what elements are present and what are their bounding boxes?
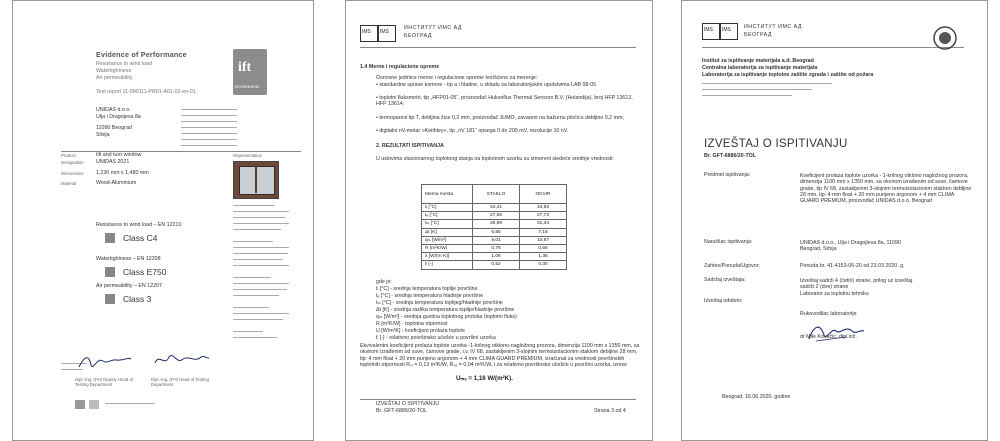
doc-a-value-product: tilt and turn window xyxy=(96,152,142,158)
doc-c-logo-left: IMS xyxy=(704,27,713,33)
section-1-4-line-5: • digitalni nV-metar »Keithley«, tip „nV 181“ opsega 0 do 200 mV, rezolucije 10 nV. xyxy=(376,128,569,134)
table-row xyxy=(422,244,567,252)
doc-b-logo-left: IMS xyxy=(362,29,371,35)
institute-line-1: Institut za ispitivanje materijala a.d. Beograd xyxy=(702,58,814,64)
row-value-contents: Izveštaj sadrži 4 (četiri) strane, prilog uz izveštaj sadrži 2 (dve) strane xyxy=(800,278,913,291)
doc-c-signature xyxy=(806,319,866,345)
table-cell: qₘ [W/m²] xyxy=(422,236,473,244)
table-header-cell: Merna mesta xyxy=(422,185,473,204)
ims-results-page xyxy=(345,0,653,441)
row-value-subject: Koeficijent prolaza toplote uzorka - 1-krilnog otklono nagložnog prozora, dimenzija 1100 mm x 1350 mm, sa okvirom izrađenim od suve, čamove grade, tip IV 68, zastakljenim 3-slojnim termoizolacionim staklom debljine 28 mm, tip: 4 mm float + 20 mm punjeno argonom + 4 mm CLIMA GUARD PREMIUM, proizvođač UNIDAS d.o.o. Beograd xyxy=(800,173,972,205)
legend-line-4: Δt [K] - srednja razlika temperatura toplije/hladnije površine xyxy=(376,307,515,313)
result-wind-label: Resistance to wind load – EN 12210 xyxy=(96,222,182,228)
doc-a-value-dimensions: 1,230 mm x 1,480 mm xyxy=(96,170,149,176)
signer-right: Dipl.-Ing. (FH) Head of Testing Department xyxy=(151,377,209,387)
legend-line-7: U [W/m²K] - koeficijent prolaza toplote xyxy=(376,328,465,334)
result-value: Uₘₑ = 1,16 W/(m²K). xyxy=(456,375,513,382)
conclusion-text: Ekvivalentni koeficijent prolaza toplote uzorka -1-krilnog otklono-nagložnog prozora, dimenzija 1100 mm x 1350 mm, sa okvirom izrađenim od suve, čamove grade, i.v. IV 68, zastakljenim 3-slojnim termoizolacionim staklom debljine 28 mm, tip: 4 mm float + 20 mm punjeno argonom + 4 mm CLIMA GUARD PREMIUM, izračunat za vrednosti površinskih toplotnih otpornosti Rₛᵢ = 0,13 m²K/W, Rₛₑ = 0,04 m²K/W, i za relativno površinsko učešće u površini uzorka, iznosi xyxy=(360,343,640,369)
institute-line-2: Centralna laboratorija za ispitivanje materijala xyxy=(702,65,818,71)
table-row xyxy=(422,261,567,269)
legend-line-6: R [m²K/W] - toplotna otpornost xyxy=(376,321,448,327)
ims-report-cover xyxy=(681,0,988,441)
table-cell: 1,36 xyxy=(520,253,567,261)
row-label-client: Naručilac ispitivanja: xyxy=(704,239,753,245)
legend-line-3: tₘ [°C] - srednja temperatura toplijeg/hladnije površine xyxy=(376,300,503,306)
signer-left: Dipl.-Ing. (FH) Deputy Head of Testing Department xyxy=(75,377,134,387)
table-cell: tₑ [°C] xyxy=(422,212,473,220)
applicant-line-2: Ulja i Dragojeva 8a xyxy=(96,114,141,120)
table-cell: 0,30 xyxy=(520,261,567,269)
doc-a-bottom-logos xyxy=(75,400,165,410)
table-cell: 34,41 xyxy=(473,204,520,212)
ift-evidence-document xyxy=(12,0,314,441)
signature-right xyxy=(151,349,211,371)
table-cell: 6,85 xyxy=(473,228,520,236)
signature-left xyxy=(75,351,135,373)
result-water-icon xyxy=(105,267,115,277)
row-label-subject: Predmet ispitivanja: xyxy=(704,172,751,178)
table-row xyxy=(422,253,567,261)
ift-logo-text: ift xyxy=(238,60,252,75)
doc-a-meta-block xyxy=(181,105,239,151)
legend-line-0: gde je: xyxy=(376,279,392,285)
section-1-4-line-3: • toplotni fluksmetri, tip „HFP01-05“, proizvođač Hukseflux Thermal Sensors B.V. (Holandija), broj HFP 13613, HFP 13614; xyxy=(376,95,633,108)
row-label-request: Zahtev/Ponuda/Ugovor: xyxy=(704,263,760,269)
table-row xyxy=(422,228,567,236)
table-header-cell: OKVIR xyxy=(520,185,567,204)
legend-line-1: tᵢ [°C] - srednja temperatura toplije površine xyxy=(376,286,478,292)
measurement-table xyxy=(421,184,567,270)
table-cell: 29,99 xyxy=(473,220,520,228)
doc-c-org-line-2: БЕОГРАД xyxy=(744,32,772,38)
table-cell: tᵢ [°C] xyxy=(422,204,473,212)
doc-a-subtitle-2: Watertightness xyxy=(96,68,132,74)
table-cell: 7,18 xyxy=(520,228,567,236)
doc-a-value-designation: UNIDAS 2021 xyxy=(96,159,130,165)
table-cell: fᵢ [-] xyxy=(422,261,473,269)
table-row xyxy=(422,212,567,220)
doc-a-label-material: Material xyxy=(61,181,77,186)
table-cell: 31,34 xyxy=(520,220,567,228)
legend-line-2: tₑ [°C] - srednja temperatura hladnije površine xyxy=(376,293,484,299)
accreditation-badge xyxy=(932,25,958,51)
legend-line-8: fᵢ [-] - relativno površinsko učešće u površini uzorka xyxy=(376,335,496,341)
ift-logo xyxy=(233,49,267,95)
table-cell: 0,52 xyxy=(473,261,520,269)
doc-b-org-line-1: ИНСТИТУТ ИМС АД xyxy=(404,25,462,31)
result-wind-icon xyxy=(105,233,115,243)
section-1-4-line-4: • termoparovi tip T, debljina žice 0,2 mm, proizvođač JUMO, zavareni na bažurnu pločicu debljine 0,2 mm; xyxy=(376,115,624,121)
row-value-client: UNIDAS d.o.o., Ulja i Dragojleva 8a, 11090 Beograd, Srbija xyxy=(800,240,901,253)
signer-line-2: dr Mile Kovačić, dipl.inž. xyxy=(800,334,857,340)
table-cell: Δt [K] xyxy=(422,228,473,236)
section-1-4-line-1: Osnovne jedinice merne i regulacione opreme korišćene za merenje: xyxy=(376,75,538,81)
row-label-approved: Izveštaj odobrio: xyxy=(704,298,743,304)
applicant-line-1: UNIDAS d.o.o. xyxy=(96,107,131,113)
doc-a-fine-print-block xyxy=(233,201,293,351)
table-cell: 0,76 xyxy=(473,244,520,252)
doc-c-ims-logo xyxy=(702,23,738,39)
table-row xyxy=(422,220,567,228)
doc-a-label-dimensions: Dimensions xyxy=(61,171,84,176)
doc-a-subtitle-1: Resistance to wind load xyxy=(96,61,152,67)
section-2-title: 2. REZULTATI ISPITIVANJA xyxy=(376,143,444,149)
doc-a-label-product: Product xyxy=(61,153,76,158)
table-row xyxy=(422,204,567,212)
result-water-class: Class E750 xyxy=(123,267,167,277)
table-cell: 10,87 xyxy=(520,236,567,244)
table-cell: 34,93 xyxy=(520,204,567,212)
doc-b-logo-right: IMS xyxy=(380,29,389,35)
applicant-line-3: 11090 Beograd xyxy=(96,125,132,131)
row-value-request: Ponuda br. 41-4153-06-20 od 23.03.2020. g. xyxy=(800,263,905,269)
signer-line-1: Rukovodilac laboratorije xyxy=(800,311,857,317)
doc-b-footer-no: Br. GFT-6886/20-TOL xyxy=(376,408,428,414)
doc-b-footer-page: Strana 3 od 4 xyxy=(594,408,626,414)
doc-a-subtitle-3: Air permeability xyxy=(96,75,133,81)
result-air-label: Air permeability – EN 12207 xyxy=(96,283,162,289)
section-1-4-line-2: • standardne sprave komore - tip a i hladne, u skladu sa laboratorijskim uputstvima LAB 08-05 xyxy=(376,82,597,88)
table-cell: 27,73 xyxy=(520,212,567,220)
doc-a-title: Evidence of Performance xyxy=(96,50,187,59)
table-cell: 27,55 xyxy=(473,212,520,220)
ift-logo-city: ROSENHEIM xyxy=(235,84,260,89)
doc-a-representation-heading: Representation xyxy=(233,153,263,158)
row-label-contents: Sadržaj izveštaja: xyxy=(704,277,746,283)
date-line: Beograd, 16.06.2020. godine xyxy=(722,394,791,400)
report-title: IZVEŠTAJ O ISPITIVANJU xyxy=(704,138,848,150)
table-cell: 1,08 xyxy=(473,253,520,261)
doc-a-report-no: Test report 11-000111-PR01-A01-02-en-01 xyxy=(96,89,196,95)
section-2-text: U uslovima stacionarnog toplotnog stanja na toplotnom uzorku su izmereni sledeće srednje vrednosti: xyxy=(376,156,614,162)
doc-c-address-block xyxy=(702,81,842,101)
applicant-line-4: Srbija xyxy=(96,132,110,138)
table-cell: tₘ [°C] xyxy=(422,220,473,228)
table-cell: R [m²K/W] xyxy=(422,244,473,252)
section-1-4-title: 1.4 Merne i regulacione opreme xyxy=(360,64,440,70)
result-wind-class: Class C4 xyxy=(123,233,158,243)
result-air-icon xyxy=(105,294,115,304)
window-photo xyxy=(233,161,279,199)
doc-a-label-designation: Designation xyxy=(61,160,84,165)
institute-line-3: Laboratorija za ispitivanje toplotne zaštite zgrada i zaštite od požara xyxy=(702,72,874,78)
table-header-row xyxy=(422,185,567,204)
report-number: Br. GFT-6886/20-TOL xyxy=(704,153,757,159)
doc-c-logo-right: IMS xyxy=(722,27,731,33)
doc-a-value-material: Wood-Aluminium xyxy=(96,180,137,186)
table-cell: 9,01 xyxy=(473,236,520,244)
legend-line-5: qₘ [W/m²] - srednja gustina toplotnog protoka (toplotni fluks) xyxy=(376,314,517,320)
row-value-approved: Laborator za toplotnu tehniku xyxy=(800,291,869,297)
table-cell: 0,66 xyxy=(520,244,567,252)
table-row xyxy=(422,236,567,244)
result-water-label: Watertightness – EN 12208 xyxy=(96,256,161,262)
doc-b-org-line-2: БЕОГРАД xyxy=(404,33,432,39)
doc-b-footer-title: IZVEŠTAJ O ISPITIVANJU xyxy=(376,401,440,407)
result-air-class: Class 3 xyxy=(123,294,152,304)
table-header-cell: STAKLO xyxy=(473,185,520,204)
doc-c-org-line-1: ИНСТИТУТ ИМС АД xyxy=(744,24,802,30)
table-cell: λ [W/(m·K)] xyxy=(422,253,473,261)
doc-b-ims-logo xyxy=(360,25,396,41)
